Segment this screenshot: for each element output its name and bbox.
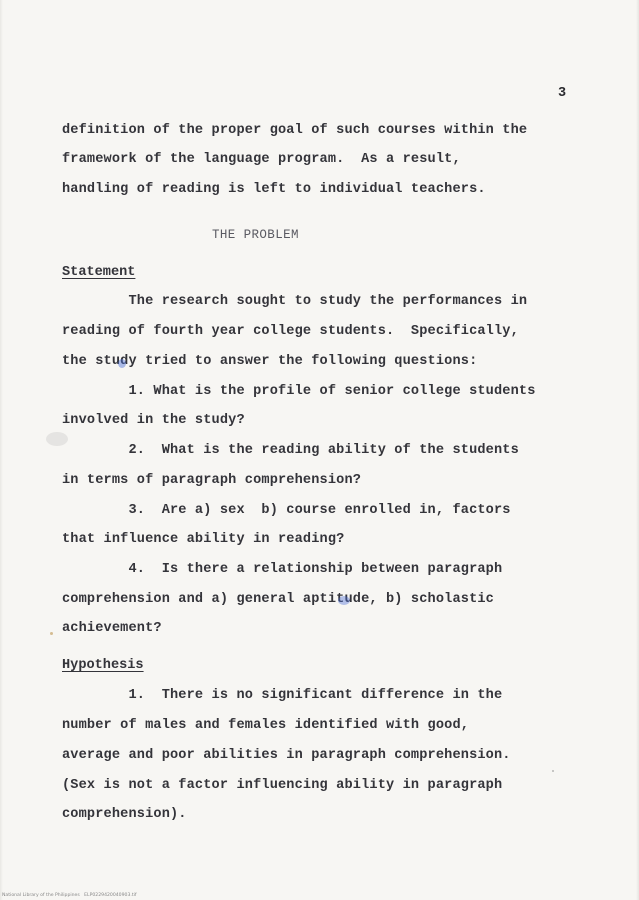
- hypothesis-line-1: 1. There is no significant difference in the: [62, 688, 503, 703]
- intro-line-1: definition of the proper goal of such courses within the: [62, 123, 528, 138]
- hypothesis-line-3: average and poor abilities in paragraph comprehension.: [62, 748, 511, 763]
- smudge-mark: [46, 432, 68, 446]
- statement-heading: Statement: [62, 265, 136, 280]
- question-4-line-2: comprehension and a) general aptitude, b) scholastic: [62, 592, 494, 607]
- statement-line-1: The research sought to study the performances in: [62, 294, 528, 309]
- statement-line-3: the study tried to answer the following questions:: [62, 354, 478, 369]
- question-3-line-1: 3. Are a) sex b) course enrolled in, factors: [62, 503, 511, 518]
- hypothesis-line-2: number of males and females identified with good,: [62, 718, 470, 733]
- intro-line-3: handling of reading is left to individual teachers.: [62, 182, 486, 197]
- page-number: 3: [558, 86, 567, 101]
- question-2-line-1: 2. What is the reading ability of the students: [62, 443, 519, 458]
- dust-speck: [552, 770, 554, 772]
- question-3-line-2: that influence ability in reading?: [62, 532, 345, 547]
- question-4-line-3: achievement?: [62, 621, 162, 636]
- intro-line-2: framework of the language program. As a result,: [62, 152, 461, 167]
- archive-footer: National Library of the Philippines ELP0229420040903.tif: [2, 893, 137, 898]
- hypothesis-line-5: comprehension).: [62, 807, 187, 822]
- question-1-line-2: involved in the study?: [62, 413, 245, 428]
- question-1-line-1: 1. What is the profile of senior college students: [62, 384, 536, 399]
- left-page-edge: [0, 0, 3, 900]
- question-2-line-2: in terms of paragraph comprehension?: [62, 473, 362, 488]
- dust-speck: [50, 632, 53, 635]
- hypothesis-heading: Hypothesis: [62, 658, 144, 673]
- blue-ink-mark: [338, 596, 350, 605]
- question-4-line-1: 4. Is there a relationship between paragraph: [62, 562, 503, 577]
- problem-heading: THE PROBLEM: [212, 228, 299, 242]
- statement-line-2: reading of fourth year college students. Specifically,: [62, 324, 519, 339]
- hypothesis-line-4: (Sex is not a factor influencing ability in paragraph: [62, 778, 503, 793]
- blue-ink-mark: [118, 359, 126, 368]
